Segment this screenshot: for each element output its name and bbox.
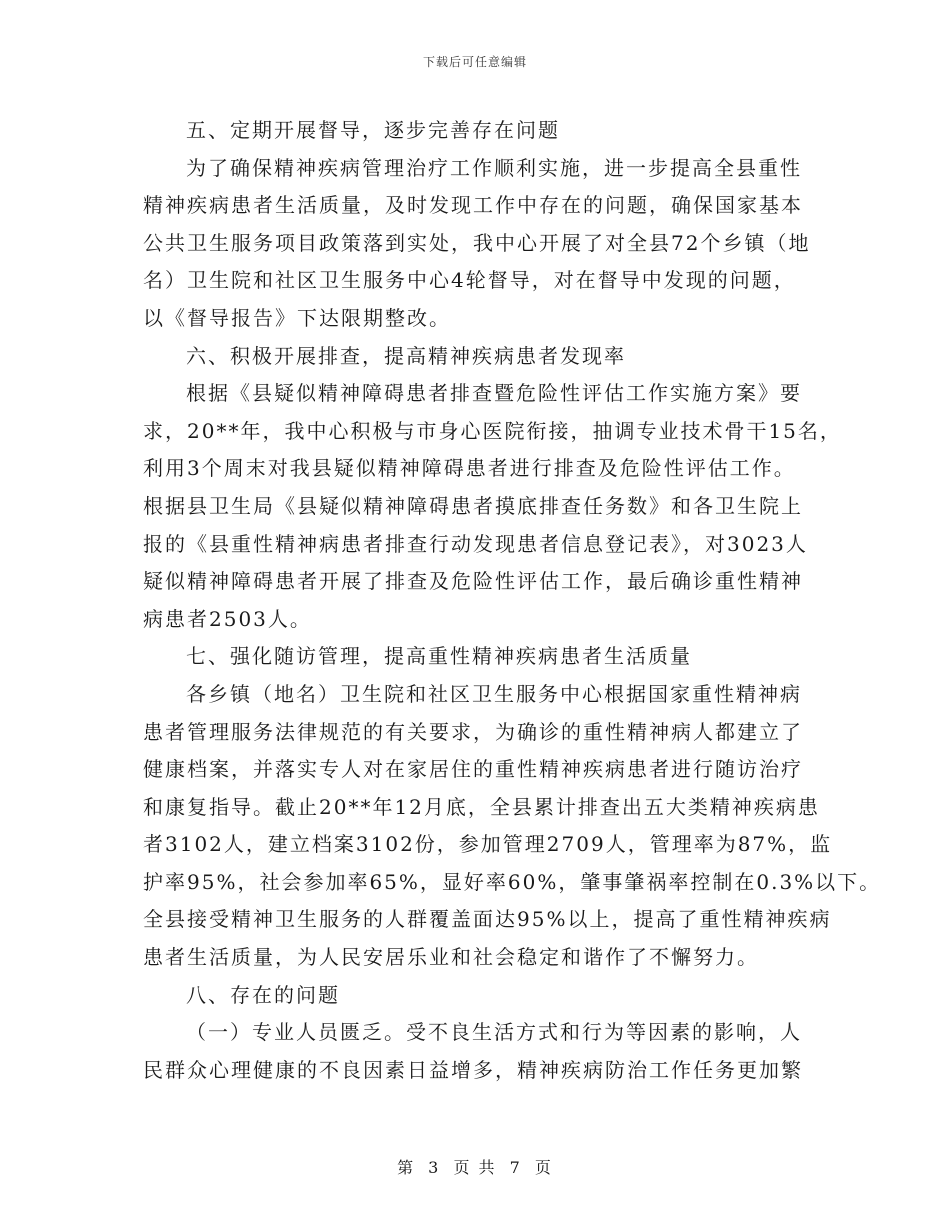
paragraph-first-line: 根据《县疑似精神障碍患者排查暨危险性评估工作实施方案》要: [186, 381, 802, 406]
paragraph-line: 护率95%，社会参加率65%，显好率60%，肇事肇祸率控制在0.3%以下。: [143, 869, 882, 894]
footer-total-pages: 7: [509, 1158, 522, 1177]
paragraph-line: 精神疾病患者生活质量，及时发现工作中存在的问题，确保国家基本: [143, 193, 803, 218]
paragraph-line: 求，20**年，我中心积极与市身心医院衔接，抽调专业技术骨干15名，: [143, 418, 842, 443]
paragraph-line: 患者管理服务法律规范的有关要求，为确诊的重性精神病人都建立了: [143, 719, 803, 744]
page-header: 下载后可任意编辑: [422, 55, 527, 69]
paragraph-line: 患者生活质量，为人民安居乐业和社会稳定和谐作了不懈努力。: [143, 945, 759, 970]
paragraph-line: 名）卫生院和社区卫生服务中心4轮督导，对在督导中发现的问题，: [143, 268, 796, 293]
paragraph-line: 全县接受精神卫生服务的人群覆盖面达95%以上，提高了重性精神疾病: [143, 907, 832, 932]
paragraph-first-line: 六、积极开展排查，提高精神疾病患者发现率: [186, 343, 626, 368]
document-body: [143, 112, 882, 1089]
paragraph-line: 利用3个周末对我县疑似精神障碍患者进行排查及危险性评估工作。: [143, 456, 796, 481]
paragraph-line: 公共卫生服务项目政策落到实处，我中心开展了对全县72个乡镇（地: [143, 230, 811, 255]
paragraph-first-line: 八、存在的问题: [186, 982, 340, 1007]
page-footer: [0, 1155, 950, 1178]
footer-page-number: 3: [428, 1158, 441, 1177]
footer-suffix: 页: [534, 1158, 553, 1177]
paragraph-first-line: 各乡镇（地名）卫生院和社区卫生服务中心根据国家重性精神病: [186, 681, 802, 706]
paragraph-first-line: 五、定期开展督导，逐步完善存在问题: [186, 118, 560, 142]
paragraph-line: 健康档案，并落实专人对在家居住的重性精神疾病患者进行随访治疗: [143, 757, 803, 782]
footer-mid: 页 共: [453, 1158, 497, 1177]
paragraph-line: 报的《县重性精神病患者排查行动发现患者信息登记表》，对3023人: [143, 531, 808, 556]
paragraph-line: 民群众心理健康的不良因素日益增多，精神疾病防治工作任务更加繁: [143, 1057, 803, 1082]
paragraph-line: 者3102人，建立档案3102份，参加管理2709人，管理率为87%，监: [143, 832, 833, 857]
paragraph-line: 病患者2503人。: [143, 606, 312, 631]
paragraph-line: 以《督导报告》下达限期整改。: [143, 305, 451, 330]
paragraph-first-line: 为了确保精神疾病管理治疗工作顺利实施，进一步提高全县重性: [186, 155, 802, 180]
paragraph-line: 和康复指导。截止20**年12月底，全县累计排查出五大类精神疾病患: [143, 794, 820, 819]
paragraph-line: 疑似精神障碍患者开展了排查及危险性评估工作，最后确诊重性精神: [143, 569, 803, 594]
paragraph-first-line: 七、强化随访管理，提高重性精神疾病患者生活质量: [186, 644, 692, 669]
paragraph-first-line: （一）专业人员匮乏。受不良生活方式和行为等因素的影响，人: [186, 1020, 802, 1045]
footer-prefix: 第: [397, 1158, 416, 1177]
paragraph-line: 根据县卫生局《县疑似精神障碍患者摸底排查任务数》和各卫生院上: [143, 493, 803, 518]
